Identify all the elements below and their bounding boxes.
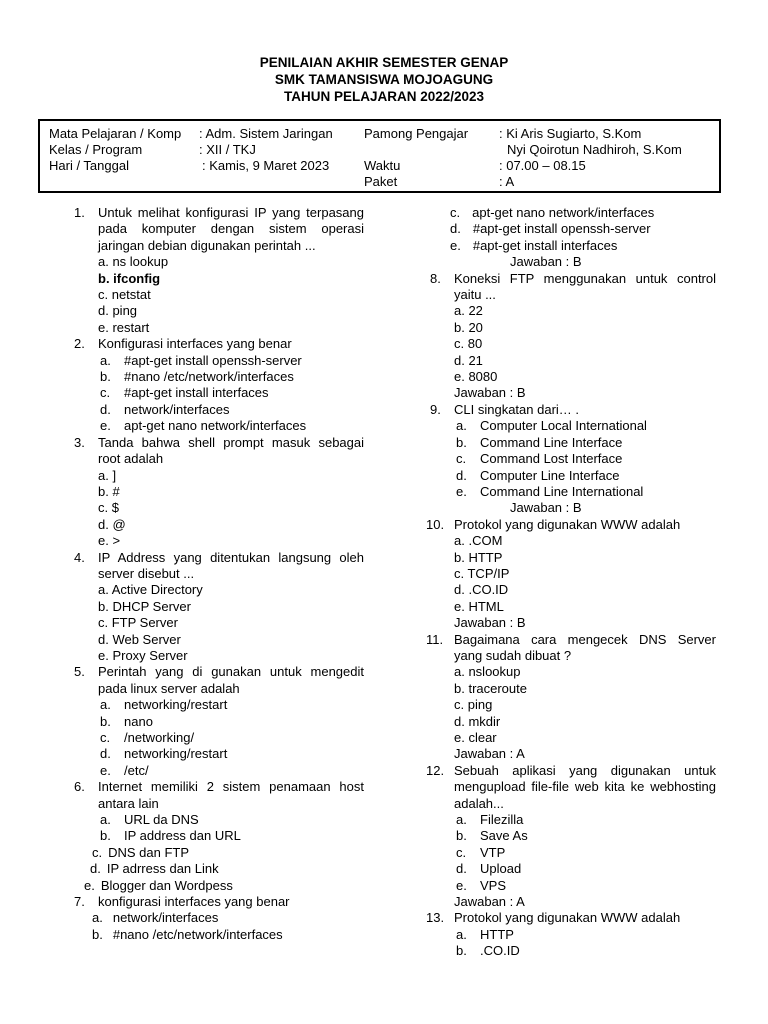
option-text: Filezilla xyxy=(480,812,524,828)
option-text: Computer Line Interface xyxy=(480,467,620,483)
option-letter: e. xyxy=(456,877,467,893)
option-text: Command Line Interface xyxy=(480,434,623,450)
option-c: c. ping xyxy=(454,697,493,713)
option-e xyxy=(430,484,716,500)
paket-value: : A xyxy=(499,174,515,189)
option-letter: c. xyxy=(92,844,103,860)
option-b xyxy=(74,369,364,385)
question-3 xyxy=(74,435,364,468)
question-text: Protokol yang digunakan WWW adalah xyxy=(454,910,681,926)
question-number: 5. xyxy=(74,664,85,680)
option-e: e. > xyxy=(98,533,121,549)
question-5 xyxy=(74,664,364,697)
option-letter: b. xyxy=(100,828,111,844)
question-8 xyxy=(430,271,716,304)
option-text: #apt-get install openssh-server xyxy=(472,221,651,237)
question-text: konfigurasi interfaces yang benar xyxy=(98,894,290,910)
exam-info-box xyxy=(38,119,721,193)
pamong-label: Pamong Pengajar xyxy=(364,126,469,141)
option-a xyxy=(74,697,364,713)
option-e: e. Proxy Server xyxy=(98,647,188,663)
question-number: 10. xyxy=(426,516,445,532)
option-a: a. Active Directory xyxy=(98,582,203,598)
option-text: URL da DNS xyxy=(124,812,199,828)
question-text: CLI singkatan dari… . xyxy=(454,401,580,417)
waktu-label: Waktu xyxy=(364,158,401,173)
option-e: e. clear xyxy=(454,730,497,745)
option-d xyxy=(430,861,716,877)
answer-key: Jawaban : A xyxy=(454,894,525,910)
question-text: Internet memiliki 2 sistem penamaan host antara lain xyxy=(98,779,364,811)
option-text: Upload xyxy=(480,861,522,877)
option-text: network/interfaces xyxy=(124,401,230,417)
kelas-label: Kelas / Program xyxy=(49,142,143,157)
option-text: .CO.ID xyxy=(480,943,520,959)
option-letter: d. xyxy=(100,401,111,417)
option-a xyxy=(430,812,716,828)
option-text: HTTP xyxy=(480,926,514,942)
option-letter: a. xyxy=(456,418,467,434)
option-letter: c. xyxy=(100,385,111,401)
option-letter: e. xyxy=(100,762,111,778)
mapel-label: Mata Pelajaran / Komp xyxy=(49,126,182,141)
question-text: Sebuah aplikasi yang digunakan untuk mengupload file-file web kita ke webhosting adalah... xyxy=(454,762,716,811)
waktu-value: : 07.00 – 08.15 xyxy=(499,158,586,173)
option-d xyxy=(74,746,364,762)
option-c xyxy=(430,205,716,221)
question-number: 13. xyxy=(426,910,445,926)
question-number: 1. xyxy=(74,205,85,220)
question-text: Protokol yang digunakan WWW adalah xyxy=(454,516,681,532)
question-2 xyxy=(74,336,364,352)
option-b xyxy=(74,927,364,943)
question-number: 7. xyxy=(74,894,85,910)
option-e xyxy=(74,878,364,894)
option-text: VPS xyxy=(480,877,507,893)
option-text: IP adrress dan Link xyxy=(106,861,219,877)
option-b: b. DHCP Server xyxy=(98,598,191,614)
option-c: c. netstat xyxy=(98,287,151,303)
option-text: networking/restart xyxy=(124,697,228,713)
option-e xyxy=(74,418,364,434)
option-a: a. ] xyxy=(98,467,117,483)
option-b xyxy=(74,828,364,844)
question-4 xyxy=(74,550,364,583)
option-text: Blogger dan Wordpess xyxy=(100,877,233,893)
option-text: Computer Local International xyxy=(480,418,647,434)
option-c xyxy=(74,730,364,746)
option-c: c. FTP Server xyxy=(98,615,178,631)
option-a xyxy=(430,418,716,434)
option-text: #apt-get install interfaces xyxy=(124,385,269,401)
option-letter: b. xyxy=(92,926,103,942)
option-letter: d. xyxy=(456,861,467,877)
question-text: Bagaimana cara mengecek DNS Server yang sudah dibuat ? xyxy=(454,631,716,663)
mapel-value: : Adm. Sistem Jaringan xyxy=(199,126,333,141)
pamong-value-2: Nyi Qoirotun Nadhiroh, S.Kom xyxy=(507,142,682,157)
option-text: #apt-get install openssh-server xyxy=(124,352,302,368)
question-number: 9. xyxy=(430,401,441,417)
option-letter: a. xyxy=(100,697,111,713)
option-d xyxy=(74,402,364,418)
option-b: b. ifconfig xyxy=(98,270,161,286)
option-text: Command Line International xyxy=(480,483,644,499)
option-a xyxy=(74,812,364,828)
option-d: d. ping xyxy=(98,303,138,319)
option-text: Command Lost Interface xyxy=(480,451,623,467)
option-b: b. # xyxy=(98,483,120,499)
option-text: network/interfaces xyxy=(112,910,219,926)
hari-value: : Kamis, 9 Maret 2023 xyxy=(202,158,330,173)
option-letter: e. xyxy=(456,483,467,499)
kelas-value: : XII / TKJ xyxy=(199,142,256,157)
option-a: a. ns lookup xyxy=(98,254,169,270)
option-text: #nano /etc/network/interfaces xyxy=(112,926,283,942)
option-e xyxy=(74,763,364,779)
question-text: Tanda bahwa shell prompt masuk sebagai root adalah xyxy=(98,434,364,467)
question-text: IP Address yang ditentukan langsung oleh server disebut ... xyxy=(98,549,364,581)
option-text: #nano /etc/network/interfaces xyxy=(124,369,294,385)
option-letter: c. xyxy=(456,451,467,467)
option-letter: b. xyxy=(456,943,467,959)
option-a: a. 22 xyxy=(454,303,483,319)
option-letter: a. xyxy=(100,352,111,368)
option-letter: d. xyxy=(456,467,467,483)
option-a: a. .COM xyxy=(454,533,503,549)
question-text: Untuk melihat konfigurasi IP yang terpasang pada komputer dengan sistem operasi jaringan debian digunakan perintah ... xyxy=(98,205,364,253)
option-e xyxy=(430,238,716,254)
option-text: nano xyxy=(124,713,153,729)
option-d: d. Web Server xyxy=(98,631,181,647)
question-number: 8. xyxy=(430,270,441,286)
answer-key: Jawaban : B xyxy=(510,254,582,270)
option-e: e. HTML xyxy=(454,598,504,614)
pamong-value-1: : Ki Aris Sugiarto, S.Kom xyxy=(499,126,642,141)
option-letter: a. xyxy=(456,812,467,828)
option-letter: d. xyxy=(450,221,461,237)
option-d xyxy=(74,861,364,877)
academic-year: TAHUN PELAJARAN 2022/2023 xyxy=(283,89,485,104)
option-c xyxy=(74,845,364,861)
option-e xyxy=(430,878,716,894)
option-text: IP address dan URL xyxy=(124,828,241,844)
option-a xyxy=(430,927,716,943)
option-letter: b. xyxy=(100,713,111,729)
option-b: b. 20 xyxy=(454,319,483,335)
option-b: b. traceroute xyxy=(454,680,527,696)
option-letter: c. xyxy=(450,205,461,220)
option-c: c. 80 xyxy=(454,336,483,352)
option-c: c. TCP/IP xyxy=(454,565,510,581)
option-text: /etc/ xyxy=(124,762,149,778)
option-c: c. $ xyxy=(98,500,119,516)
option-letter: d. xyxy=(90,861,101,877)
option-d xyxy=(430,221,716,237)
question-9 xyxy=(430,402,716,418)
option-text: apt-get nano network/interfaces xyxy=(472,205,655,220)
option-d: d. .CO.ID xyxy=(454,582,509,598)
option-b xyxy=(430,828,716,844)
option-c xyxy=(74,385,364,401)
option-letter: e. xyxy=(100,418,111,434)
option-letter: a. xyxy=(456,926,467,942)
option-d: d. @ xyxy=(98,516,126,532)
option-letter: e. xyxy=(84,877,95,893)
option-b xyxy=(74,714,364,730)
question-7 xyxy=(74,894,364,910)
question-6 xyxy=(74,779,364,812)
question-1 xyxy=(74,205,364,254)
option-letter: c. xyxy=(100,730,111,745)
question-number: 2. xyxy=(74,336,85,352)
option-letter: d. xyxy=(100,746,111,762)
option-letter: a. xyxy=(100,812,111,828)
option-a xyxy=(74,353,364,369)
option-letter: e. xyxy=(450,237,461,253)
question-12 xyxy=(426,762,716,812)
option-text: networking/restart xyxy=(124,746,228,762)
option-text: DNS dan FTP xyxy=(108,844,190,860)
answer-key: Jawaban : A xyxy=(454,746,525,762)
option-d xyxy=(430,468,716,484)
option-letter: a. xyxy=(92,910,103,926)
question-number: 6. xyxy=(74,779,85,795)
option-b xyxy=(430,435,716,451)
option-letter: c. xyxy=(456,844,467,860)
option-b: b. HTTP xyxy=(454,549,503,565)
school-name: SMK TAMANSISWA MOJOAGUNG xyxy=(274,72,494,87)
option-c xyxy=(430,845,716,861)
option-a xyxy=(74,910,364,926)
question-number: 12. xyxy=(426,762,445,778)
option-d: d. mkdir xyxy=(454,713,501,729)
answer-key: Jawaban : B xyxy=(454,385,526,401)
question-10 xyxy=(426,516,716,533)
question-text: Konfigurasi interfaces yang benar xyxy=(98,336,292,352)
option-letter: b. xyxy=(456,434,467,450)
option-text: Save As xyxy=(480,828,528,844)
question-13 xyxy=(426,910,716,926)
question-number: 3. xyxy=(74,434,85,450)
question-11 xyxy=(426,631,716,665)
option-e: e. restart xyxy=(98,319,150,335)
option-a: a. nslookup xyxy=(454,664,521,680)
paket-label: Paket xyxy=(364,174,398,189)
answer-key: Jawaban : B xyxy=(454,615,526,631)
question-number: 11. xyxy=(426,631,444,647)
question-number: 4. xyxy=(74,549,85,565)
option-text: VTP xyxy=(480,844,506,860)
option-text: /networking/ xyxy=(124,730,195,745)
option-letter: b. xyxy=(100,369,111,385)
option-c xyxy=(430,451,716,467)
left-column xyxy=(74,205,364,943)
option-text: apt-get nano network/interfaces xyxy=(124,418,307,434)
option-e: e. 8080 xyxy=(454,369,498,385)
question-text: Perintah yang di gunakan untuk mengedit pada linux server adalah xyxy=(98,664,364,696)
option-b xyxy=(430,943,716,959)
answer-key: Jawaban : B xyxy=(510,500,582,516)
right-column xyxy=(426,205,716,960)
option-d: d. 21 xyxy=(454,352,483,368)
exam-title: PENILAIAN AKHIR SEMESTER GENAP xyxy=(259,55,509,70)
hari-label: Hari / Tanggal xyxy=(49,158,129,173)
option-text: #apt-get install interfaces xyxy=(472,237,618,253)
question-text: Koneksi FTP menggunakan untuk control yaitu ... xyxy=(454,270,716,303)
option-letter: b. xyxy=(456,828,467,844)
